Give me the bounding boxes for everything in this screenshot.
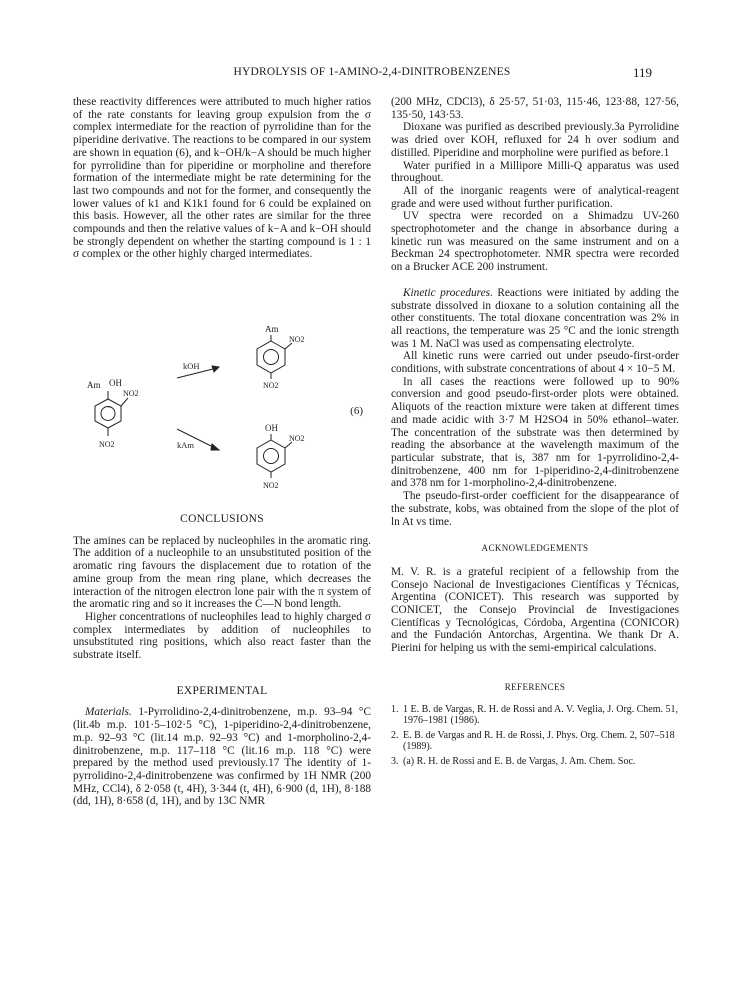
materials-text: 1-Pyrrolidino-2,4-dinitrobenzene, m.p. 93–94 °C (lit.4b m.p. 101·5–102·5 °C), 1-piperidino-2,4-dinitrobenzene, m.p. 92–93 °C (lit.14 m.p. 92–93 °C) and 1-morpholino-2,4-dinitrobenzene, m.p. 117–118 °C (lit.16 m.p. 118 °C) were prepared by the method used previously.17 The identity of 1-pyrrolidino-2,4-dinitrobenzene was confirmed by 1H NMR (200 MHz, CCl4), δ 2·058 (t, 4H), 3·344 (t, 4H), 6·900 (d, 1H), 8·188 (dd, 1H), 8·658 (d, 1H), and by 13C NMR [73,706,371,808]
reference-text: E. B. de Vargas and R. H. de Rossi, J. Phys. Org. Chem. 2, 507–518 (1989). [403,729,675,753]
reference-text: (a) R. H. de Rossi and E. B. de Vargas, J. Am. Chem. Soc. [403,755,636,767]
followed-paragraph: In all cases the reactions were followed up to 90% conversion and good pseudo-first-order plots were obtained. Aliquots of the reaction mixture were taken at different times and made acidic with 3·7 M H2SO4 in 50% ethanol–water. The concentration of the substrate was then determined by reading the absorbance at the wavelength maximum of the particular substrate, that is, 387 nm for 1-pyrrolidino-2,4-dinitrobenzene, 400 nm for 1-piperidino-2,4-dinitrobenzene and 378 nm for 1-morpholino-2,4-dinitrobenzene. [391,375,679,490]
conclusions-paragraph-2: Higher concentrations of nucleophiles lead to highly charged σ complex intermediates by addition of nucleophiles to unsubstituted ring positions, which also react faster than the substrate itself. [73,610,371,662]
upper-am-label: Am [265,326,279,334]
kinetic-text: Reactions were initiated by adding the substrate dissolved in dioxane to a solution containing all the other constituents. The total dioxane concentration was 2% in all reactions, the temperature was 25 °C and the ionic strength was 1 M. NaCl was used as compensating electrolyte. [391,286,680,350]
experimental-heading: EXPERIMENTAL [176,684,268,697]
dioxane-paragraph: Dioxane was purified as described previously.3a Pyrrolidine was dried over KOH, refluxed for 24 h over sodium and distilled. Piperidine and morpholine were purified as before.1 [391,121,679,159]
left-column-top [73,96,371,261]
materials-label: Materials. [85,706,132,719]
reference-item [391,730,679,753]
intro-paragraph: these reactivity differences were attributed to much higher ratios of the rate constants for leaving group expulsion from the σ complex intermediate for the reaction of pyrrolidine than for the piperidine derivative. The reactions to be compared in our system are shown in equation (6), and k−OH/k−A should be much higher for pyrrolidine than for piperidine or morpholine and therefore formation of the intermediate might be rate determining for the last two compounds and not for the former, and consequently the lower values of k1 and K1k1 found for 6 could be explained on this basis. However, all the other rates are similar for the three compounds and then the relative values of k−A and k−OH should be strongly dependent on whether the starting compound is 1 : 1 σ complex or the other highly charged intermediates. [73,96,371,261]
running-title: HYDROLYSIS OF 1-AMINO-2,4-DINITROBENZENES [233,66,511,78]
lower-no2-bottom-label: NO2 [263,481,279,490]
running-header [0,66,744,82]
equation-number: (6) [350,405,363,417]
left-am-label: Am [87,380,101,390]
upper-no2-top-label: NO2 [289,335,305,344]
upper-no2-bottom-label: NO2 [263,381,279,390]
references-heading: REFERENCES [504,681,566,692]
svg-text:−: − [107,402,113,412]
kinetic-label: Kinetic procedures. [403,286,493,299]
kinetic-paragraph [391,287,679,351]
materials-paragraph [73,706,371,808]
reaction-scheme [73,326,371,496]
left-no2-bottom-label: NO2 [99,440,115,449]
right-column [391,96,679,768]
reagents-paragraph: All of the inorganic reagents were of analytical-reagent grade and were used without further purification. [391,184,679,210]
left-column-bottom [73,513,371,808]
left-no2-top-label: NO2 [123,389,139,398]
uv-paragraph: UV spectra were recorded on a Shimadzu UV-260 spectrophotometer and the change in absorbance during a kinetic run was measured on the same instrument and on a Beckman 24 spectrophotometer. NMR spectra were recorded on a Brucker ACE 200 instrument. [391,210,679,274]
conclusions-heading: CONCLUSIONS [180,513,264,525]
reference-number: 2. [391,729,399,741]
lower-no2-top-label: NO2 [289,434,305,443]
coefficient-paragraph: The pseudo-first-order coefficient for the disappearance of the substrate, kobs, was obtained from the slope of the plot of ln At vs time. [391,490,679,528]
reference-item [391,704,679,727]
water-paragraph: Water purified in a Millipore Milli-Q apparatus was used throughout. [391,159,679,185]
reference-item [391,756,679,768]
reference-list [391,704,679,768]
reference-number: 1. [391,703,399,715]
nmr-continuation: (200 MHz, CDCl3), δ 25·57, 51·03, 115·46, 123·88, 127·56, 135·50, 143·53. [391,96,679,121]
page-number: 119 [633,65,653,80]
upper-product-structure [257,335,292,379]
pseudo-first-order-paragraph: All kinetic runs were carried out under pseudo-first-order conditions, with substrate concentrations of about 4 × 10−5 M. [391,350,679,376]
left-oh-label: OH [109,378,122,388]
acknowledgements-paragraph: M. V. R. is a grateful recipient of a fellowship from the Consejo Nacional de Investigaciones Científicas y Técnicas, Argentina (CONICET). This research was supported by CONICET, the Consejo Provincial de Investigaciones Científicas y Tecnológicas, Córdoba, Argentina (CONICOR) and the Fundación Antorchas, Argentina. We thank Dr A. Pierini for helping us with the semi-empirical calculations. [391,565,679,655]
lower-oh-label: OH [265,423,278,433]
reference-number: 3. [391,755,399,767]
acknowledgements-heading: ACKNOWLEDGEMENTS [481,543,589,554]
lower-product-structure [257,434,292,478]
reference-text: 1 E. B. de Vargas, R. H. de Rossi and A. V. Veglia, J. Org. Chem. 51, 1976–1981 (1986). [403,703,679,727]
scheme-drawing [73,326,371,496]
conclusions-paragraph-1: The amines can be replaced by nucleophiles in the aromatic ring. The addition of a nucleophile to an unsubstituted position of the aromatic ring favours the displacement due to rotation of the amine group from the mean ring plane, which decreases the interaction of the nitrogen electron lone pair with the π system of the aromatic ring and so it increases the C—N bond length. [73,534,371,611]
k-oh-label: kOH [183,361,200,371]
k-am-label: kAm [177,440,194,450]
